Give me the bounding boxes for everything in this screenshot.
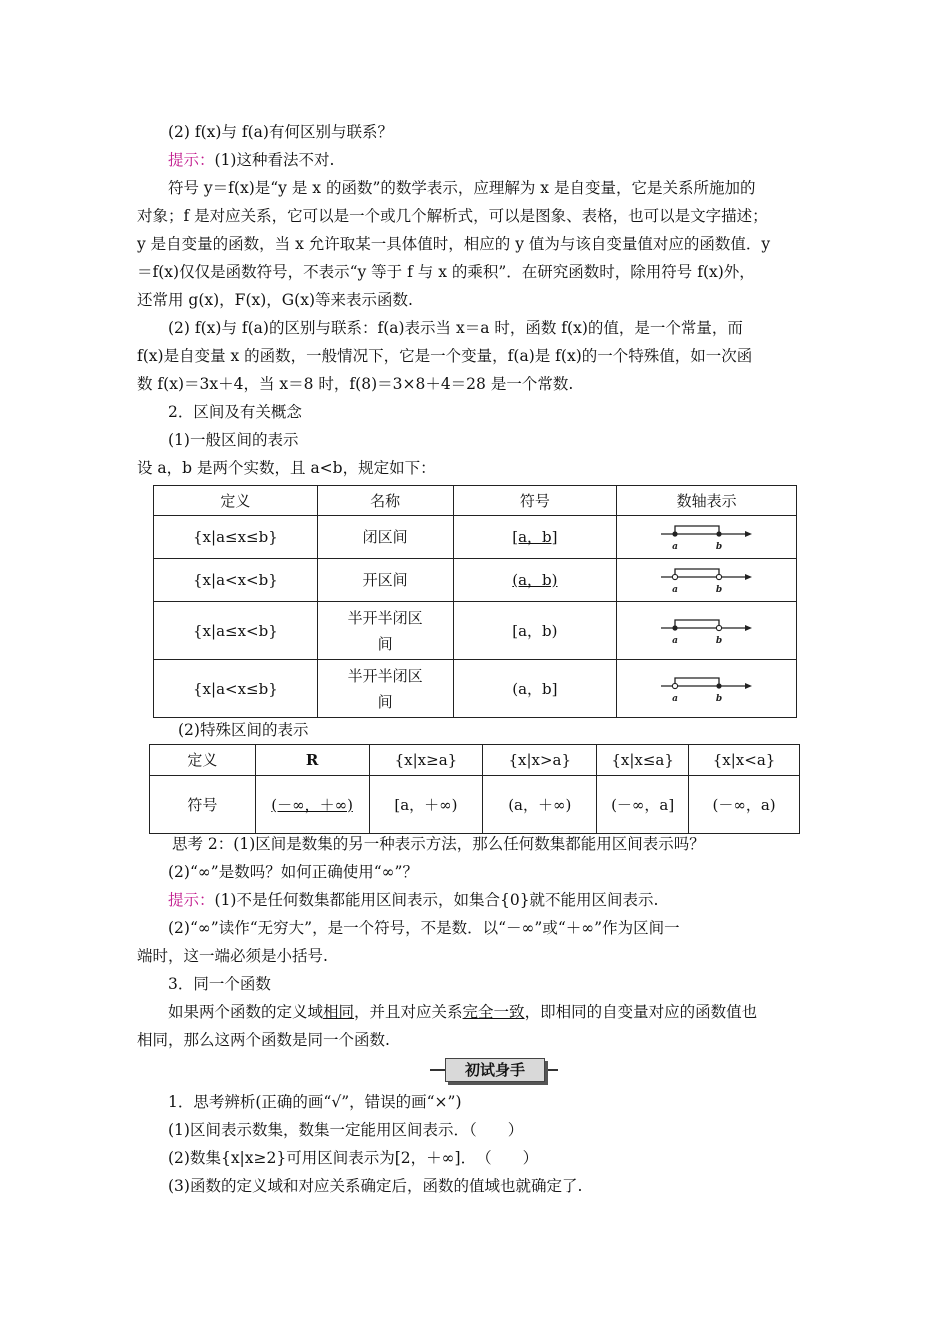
left-endpoint	[672, 531, 677, 536]
practice-banner-title: 初试身手	[445, 1058, 545, 1082]
left-endpoint	[672, 625, 677, 630]
name-cell: 开区间	[317, 559, 453, 602]
definition-cell: {x|a<x≤b}	[154, 660, 318, 718]
arrow-icon	[745, 531, 752, 537]
symbol-cell: [a，＋∞)	[369, 776, 483, 834]
definition-cell: {x|x>a}	[483, 745, 597, 776]
symbol-cell: (－∞，a]	[597, 776, 689, 834]
arrow-icon	[745, 574, 752, 580]
definition-label: 定义	[150, 745, 256, 776]
subsection-special-interval: (2)特殊区间的表示	[178, 721, 309, 739]
left-endpoint	[672, 574, 677, 579]
interval-setup: 设 a，b 是两个实数，且 a<b，规定如下：	[137, 459, 436, 477]
right-endpoint	[716, 625, 721, 630]
section-3-line-1: 如果两个函数的定义域相同，并且对应关系完全一致，即相同的自变量对应的函数值也	[168, 1003, 758, 1021]
header-symbol: 符号	[453, 486, 617, 516]
name-cell: 半开半闭区间	[317, 660, 453, 718]
left-endpoint-label: a	[671, 693, 678, 703]
name-cell: 闭区间	[317, 516, 453, 559]
symbol-cell: [a，b]	[453, 516, 617, 559]
hint-1	[168, 146, 848, 174]
exercise-1-item-3: (3)函数的定义域和对应关系确定后，函数的值域也就确定了.	[168, 1177, 583, 1195]
left-endpoint-label: a	[671, 585, 678, 594]
left-endpoint-label: a	[671, 542, 678, 551]
right-endpoint	[716, 531, 721, 536]
symbol-cell: (－∞，a)	[689, 776, 800, 834]
definition-cell: {x|x≤a}	[597, 745, 689, 776]
name-cell: 半开半闭区间	[317, 602, 453, 660]
arrow-icon	[745, 683, 752, 689]
symbol-label: 符号	[150, 776, 256, 834]
paragraph-2-line-1: (2) f(x)与 f(a)的区别与联系：f(a)表示当 x＝a 时，函数 f(x)的值，是一个常量，而	[168, 319, 743, 337]
think-2-question-2: (2)“∞”是数吗？如何正确使用“∞”？	[168, 863, 418, 881]
definition-cell: R	[255, 745, 369, 776]
exercise-1-item-1: (1)区间表示数集，数集一定能用区间表示．（ ）	[168, 1121, 524, 1139]
paragraph-2-line-3: 数 f(x)＝3x＋4，当 x＝8 时，f(8)＝3×8＋4＝28 是一个常数.	[137, 375, 574, 393]
right-endpoint-label: b	[715, 542, 722, 551]
number-line-cell	[617, 516, 797, 559]
question-2: (2) f(x)与 f(a)有何区别与联系？	[168, 123, 393, 141]
practice-banner	[430, 1057, 558, 1083]
hint-1-text: (1)这种看法不对.	[214, 151, 335, 169]
arrow-icon	[745, 625, 752, 631]
number-line-diagram	[657, 675, 757, 703]
table-row	[154, 660, 797, 718]
paragraph-1-line-1: 符号 y＝f(x)是“y 是 x 的函数”的数学表示，应理解为 x 是自变量，它是关系所施加的	[168, 179, 756, 197]
hint-label: 提示：	[168, 151, 215, 169]
table-row	[154, 559, 797, 602]
interval-bracket	[675, 678, 719, 686]
hint-label: 提示：	[168, 891, 215, 909]
exercise-1: 1．思考辨析(正确的画“√”，错误的画“×”)	[168, 1093, 462, 1111]
left-endpoint	[672, 683, 677, 688]
paragraph-1-line-2: 对象；f 是对应关系，它可以是一个或几个解析式，可以是图象、表格，也可以是文字描述；	[137, 207, 768, 225]
symbol-cell: (a，＋∞)	[483, 776, 597, 834]
number-line-cell	[617, 602, 797, 660]
number-line-diagram	[657, 566, 757, 594]
special-interval-table	[149, 744, 800, 834]
number-line-diagram	[657, 523, 757, 551]
section-3-heading: 3．同一个函数	[168, 975, 271, 993]
table-row	[154, 602, 797, 660]
symbol-cell: (－∞，＋∞)	[255, 776, 369, 834]
underlined-term: 完全一致	[462, 1003, 525, 1021]
symbol-cell: (a，b)	[453, 559, 617, 602]
hint-2	[168, 886, 848, 914]
right-endpoint-label: b	[715, 635, 722, 645]
interval-bracket	[675, 526, 719, 534]
number-line-cell	[617, 660, 797, 718]
header-number-line: 数轴表示	[617, 486, 797, 516]
section-2-heading: 2．区间及有关概念	[168, 403, 302, 421]
header-definition: 定义	[154, 486, 318, 516]
paragraph-2-line-2: f(x)是自变量 x 的函数，一般情况下，它是一个变量，f(a)是 f(x)的一个特殊值，如一次函	[137, 347, 753, 365]
table-row	[154, 516, 797, 559]
paragraph-1-line-3: y 是自变量的函数，当 x 允许取某一具体值时，相应的 y 值为与该自变量值对应的函数值．y	[137, 235, 771, 253]
exercise-1-item-2: (2)数集{x|x≥2}可用区间表示为[2，＋∞]． （ ）	[168, 1149, 539, 1167]
right-endpoint-label: b	[715, 693, 722, 703]
think-2-question-1: 思考 2：(1)区间是数集的另一种表示方法，那么任何数集都能用区间表示吗？	[172, 835, 705, 853]
section-3-line-2: 相同，那么这两个函数是同一个函数.	[137, 1031, 390, 1049]
table-row	[150, 776, 800, 834]
table-row	[150, 745, 800, 776]
definition-cell: {x|x<a}	[689, 745, 800, 776]
paragraph-1-line-4: ＝f(x)仅仅是函数符号，不表示“y 等于 f 与 x 的乘积”．在研究函数时，除用符号 f(x)外，	[137, 263, 755, 281]
number-line-cell	[617, 559, 797, 602]
number-line-diagram	[657, 617, 757, 645]
subsection-general-interval: (1)一般区间的表示	[168, 431, 299, 449]
definition-cell: {x|a≤x<b}	[154, 602, 318, 660]
header-name: 名称	[317, 486, 453, 516]
right-endpoint	[716, 574, 721, 579]
hint-2-line-2: (2)“∞”读作“无穷大”，是一个符号，不是数．以“－∞”或“＋∞”作为区间一	[168, 919, 680, 937]
underlined-term: 相同	[323, 1003, 355, 1021]
definition-cell: {x|a≤x≤b}	[154, 516, 318, 559]
paragraph-1-line-5: 还常用 g(x)，F(x)，G(x)等来表示函数.	[137, 291, 413, 309]
hint-2-text: (1)不是任何数集都能用区间表示，如集合{0}就不能用区间表示.	[214, 891, 659, 909]
right-endpoint	[716, 683, 721, 688]
right-endpoint-label: b	[715, 585, 722, 594]
interval-bracket	[675, 569, 719, 577]
hint-2-line-3: 端时，这一端必须是小括号.	[137, 947, 328, 965]
general-interval-table	[153, 485, 797, 718]
left-endpoint-label: a	[671, 635, 678, 645]
symbol-cell: (a，b]	[453, 660, 617, 718]
definition-cell: {x|x≥a}	[369, 745, 483, 776]
symbol-cell: [a，b)	[453, 602, 617, 660]
definition-cell: {x|a<x<b}	[154, 559, 318, 602]
interval-bracket	[675, 620, 719, 628]
